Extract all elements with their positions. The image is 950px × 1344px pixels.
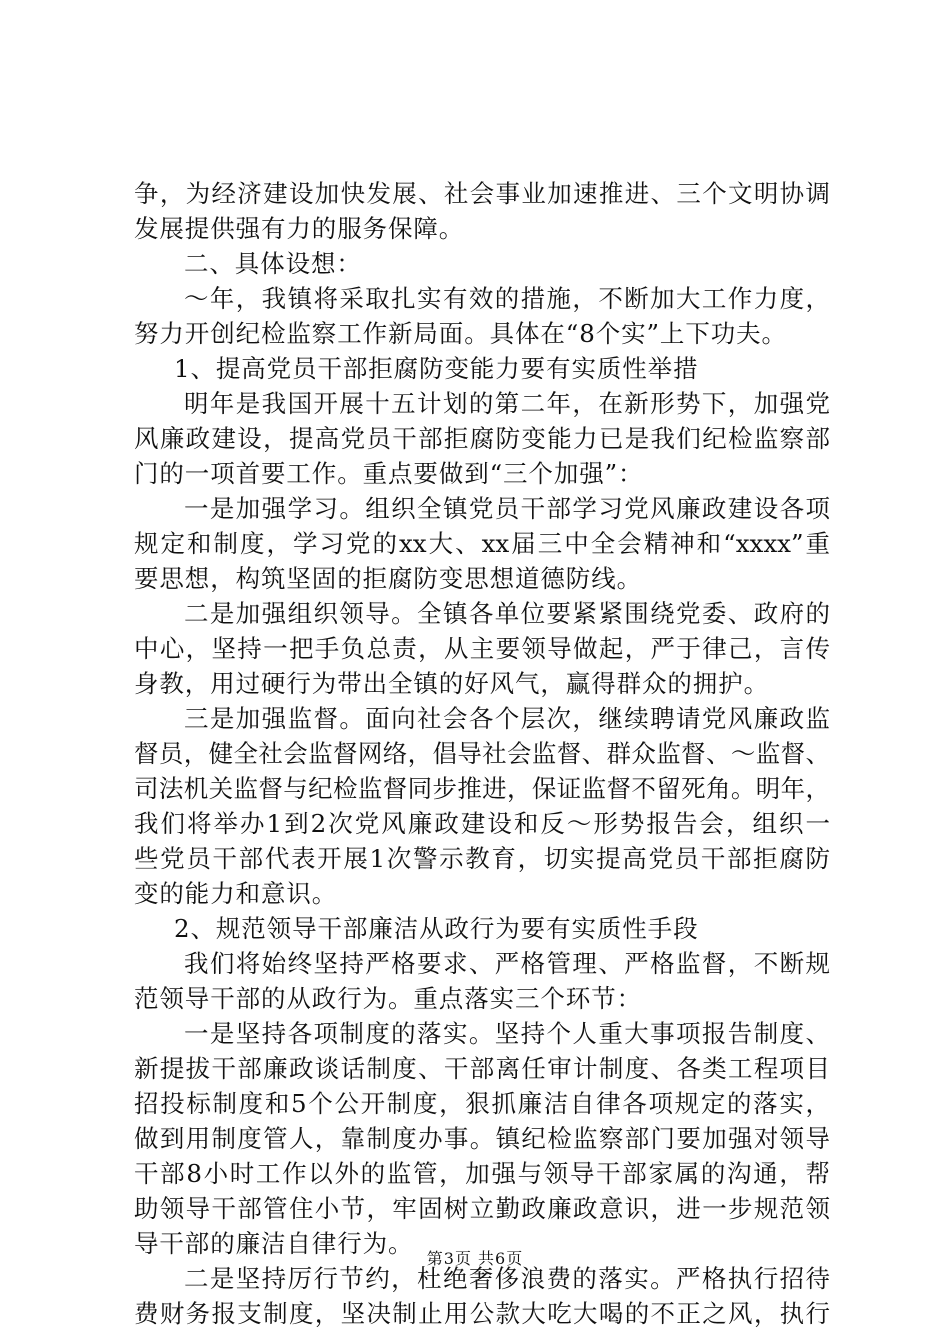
text-line: 助领导干部管住小节，牢固树立勤政廉政意识，进一步规范领	[134, 1194, 830, 1223]
text-line: 要思想，构筑坚固的拒腐防变思想道德防线。	[134, 564, 642, 593]
page-footer: 第3页 共6页	[426, 1249, 524, 1268]
text-line: 我们将举办1到2次党风廉政建设和反～形势报告会，组织一	[134, 809, 830, 838]
text-line: 费财务报支制度，坚决制止用公款大吃大喝的不正之风，执行	[134, 1299, 830, 1328]
text-line: 努力开创纪检监察工作新局面。具体在“8个实”上下功夫。	[134, 319, 787, 348]
text-line: 三是加强监督。面向社会各个层次，继续聘请党风廉政监	[184, 704, 830, 733]
text-line: 招投标制度和5个公开制度，狠抓廉洁自律各项规定的落实，	[134, 1089, 830, 1118]
text-line: 督员，健全社会监督网络，倡导社会监督、群众监督、～监督、	[134, 739, 830, 768]
text-line: 干部8小时工作以外的监管，加强与领导干部家属的沟通，帮	[134, 1159, 830, 1188]
text-line: 司法机关监督与纪检监督同步推进，保证监督不留死角。明年，	[134, 774, 830, 803]
text-line: 风廉政建设，提高党员干部拒腐防变能力已是我们纪检监察部	[134, 424, 830, 453]
text-line: 导干部的廉洁自律行为。	[134, 1229, 414, 1258]
text-line: 些党员干部代表开展1次警示教育，切实提高党员干部拒腐防	[134, 844, 830, 873]
text-line: 新提拔干部廉政谈话制度、干部离任审计制度、各类工程项目	[134, 1054, 830, 1083]
text-line: 一是坚持各项制度的落实。坚持个人重大事项报告制度、	[184, 1019, 830, 1048]
text-line: 争，为经济建设加快发展、社会事业加速推进、三个文明协调	[134, 179, 830, 208]
text-line: 范领导干部的从政行为。重点落实三个环节：	[134, 984, 642, 1013]
text-line: 门的一项首要工作。重点要做到“三个加强”：	[134, 459, 644, 488]
text-line: 变的能力和意识。	[134, 879, 338, 908]
text-line: 中心，坚持一把手负总责，从主要领导做起，严于律己，言传	[134, 634, 830, 663]
text-line: 1、提高党员干部拒腐防变能力要有实质性举措	[174, 354, 699, 383]
text-line: 明年是我国开展十五计划的第二年，在新形势下，加强党	[184, 389, 830, 418]
text-line: 身教，用过硬行为带出全镇的好风气，赢得群众的拥护。	[134, 669, 769, 698]
text-line: 二、具体设想：	[184, 249, 362, 278]
text-line: 二是坚持厉行节约，杜绝奢侈浪费的落实。严格执行招待	[184, 1264, 830, 1293]
text-line: 我们将始终坚持严格要求、严格管理、严格监督，不断规	[184, 949, 830, 978]
document-body	[134, 176, 830, 1331]
text-line: 规定和制度，学习党的xx大、xx届三中全会精神和“xxxx”重	[134, 529, 830, 558]
text-line: 发展提供强有力的服务保障。	[134, 214, 465, 243]
text-line: 一是加强学习。组织全镇党员干部学习党风廉政建设各项	[184, 494, 830, 523]
text-line: ～年，我镇将采取扎实有效的措施，不断加大工作力度，	[184, 284, 830, 313]
text-line: 二是加强组织领导。全镇各单位要紧紧围绕党委、政府的	[184, 599, 830, 628]
text-line: 2、规范领导干部廉洁从政行为要有实质性手段	[174, 914, 699, 943]
text-line: 做到用制度管人，靠制度办事。镇纪检监察部门要加强对领导	[134, 1124, 830, 1153]
